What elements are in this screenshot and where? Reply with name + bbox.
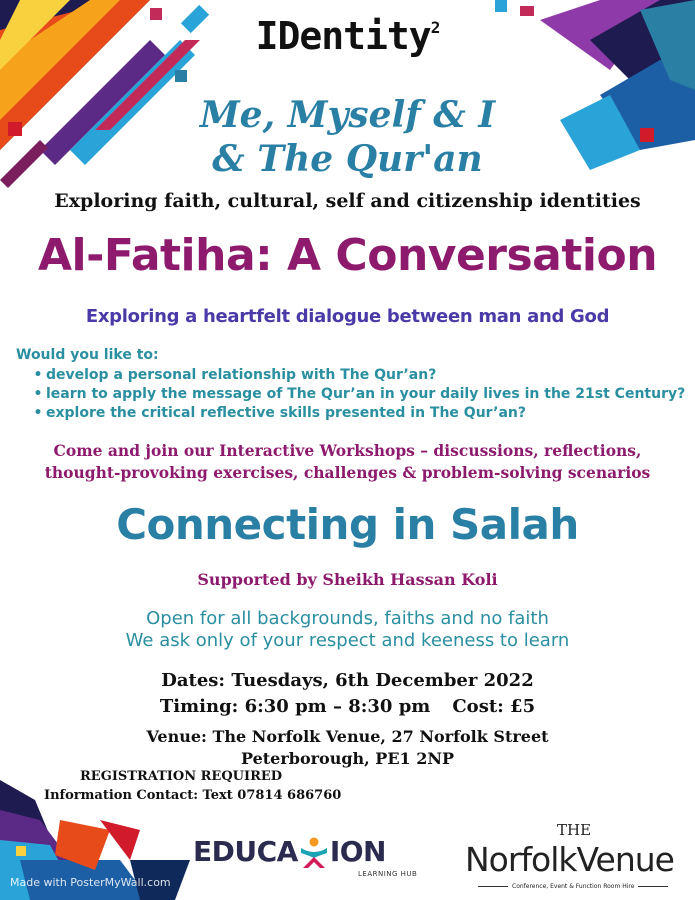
intro-bullet-text: learn to apply the message of The Qur’an in your daily lives in the 21st Century? <box>46 386 686 402</box>
theme-title: Connecting in Salah <box>116 500 579 549</box>
contact-info: Information Contact: Text 07814 686760 <box>44 788 342 803</box>
subtitle: Exploring faith, cultural, self and citizenship identities <box>54 190 641 212</box>
intro-bullet <box>30 385 685 404</box>
openness-line1: Open for all backgrounds, faiths and no faith <box>146 608 549 629</box>
openness-line2: We ask only of your respect and keeness to learn <box>125 630 570 651</box>
intro-bullet <box>30 404 685 423</box>
education-logo-subtitle: LEARNING HUB <box>358 870 418 878</box>
norfolk-venue-tagline: Conference, Event & Function Room Hire <box>508 883 638 890</box>
headline-line1: Me, Myself & I <box>199 94 496 136</box>
intro-bullet-text: develop a personal relationship with The Qur’an? <box>46 367 437 383</box>
intro-bullet-text: explore the critical reflective skills presented in The Qur’an? <box>46 405 527 421</box>
brand-logo <box>0 14 695 58</box>
education-logo-right: ION <box>329 835 386 868</box>
schedule-cost: Cost: £5 <box>452 696 536 717</box>
venue-line2: Peterborough, PE1 2NP <box>240 749 455 768</box>
norfolk-venue-name: NorfolkVenue <box>465 840 674 879</box>
intro-bullet-list <box>30 366 685 423</box>
education-logo <box>193 835 386 870</box>
workshop-line2: thought-provoking exercises, challenges & problem-solving scenarios <box>44 463 651 482</box>
supported-by: Supported by Sheikh Hassan Koli <box>197 570 498 589</box>
schedule-dates: Dates: Tuesdays, 6th December 2022 <box>161 670 534 691</box>
workshop-description <box>40 440 655 484</box>
norfolk-venue-the: THE <box>557 821 592 839</box>
schedule <box>0 668 695 720</box>
registration-notice: REGISTRATION REQUIRED <box>80 769 283 784</box>
session-subtitle: Exploring a heartfelt dialogue between man and God <box>85 306 610 327</box>
venue-line1: Venue: The Norfolk Venue, 27 Norfolk Street <box>146 727 549 746</box>
intro-bullet <box>30 366 685 385</box>
headline-line2: & The Qur'an <box>212 138 483 180</box>
brand-name: IDentity <box>255 14 431 58</box>
session-title: Al-Fatiha: A Conversation <box>37 230 658 281</box>
watermark: Made with PosterMyWall.com <box>10 876 171 889</box>
education-logo-left: EDUCA <box>193 835 298 868</box>
workshop-line1: Come and join our Interactive Workshops – discussions, reflections, <box>53 441 642 460</box>
openness-statement <box>0 608 695 652</box>
venue <box>0 726 695 770</box>
schedule-timing-cost <box>0 694 695 720</box>
schedule-timing: Timing: 6:30 pm – 8:30 pm <box>159 696 431 717</box>
brand-superscript: 2 <box>430 18 440 37</box>
education-x-icon <box>298 836 330 870</box>
intro-question: Would you like to: <box>16 347 159 363</box>
